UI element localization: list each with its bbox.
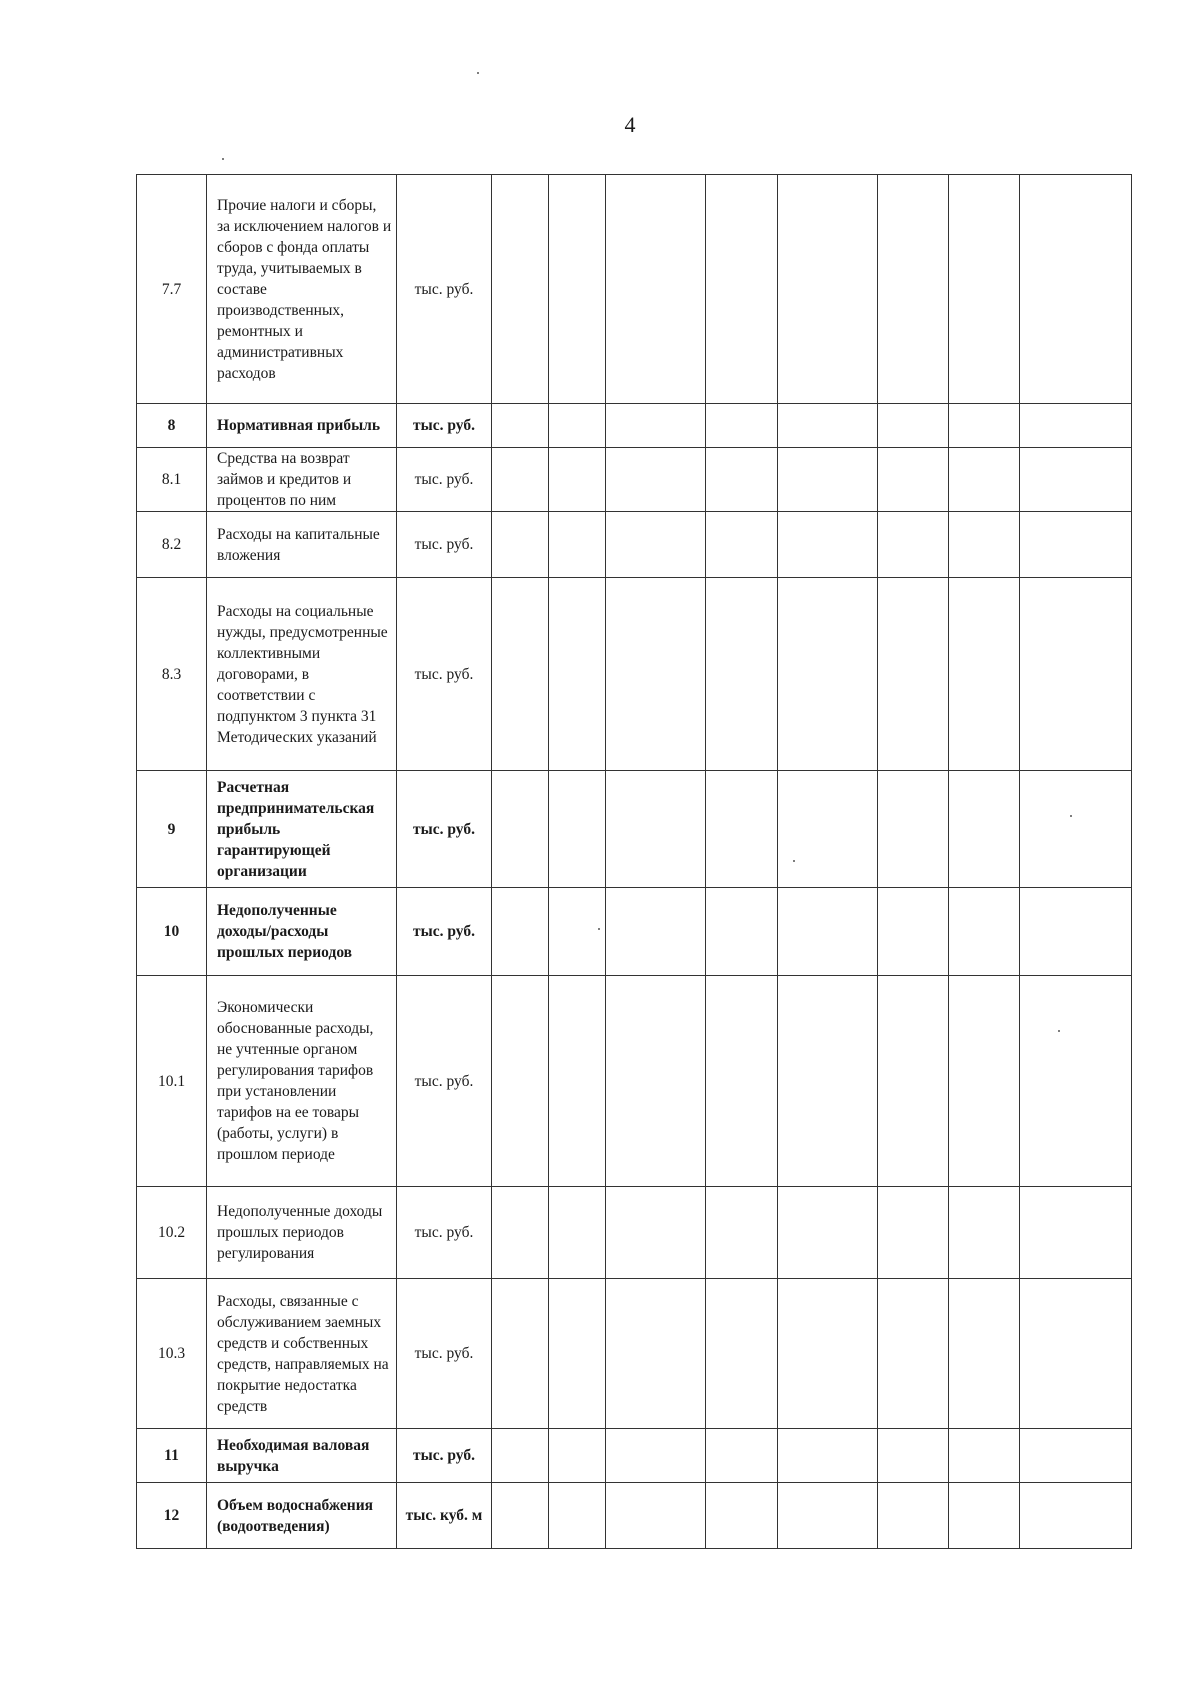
- row-number: 8: [137, 404, 207, 448]
- row-number: 12: [137, 1483, 207, 1549]
- row-unit: тыс. куб. м: [397, 1483, 492, 1549]
- scan-speck: [598, 928, 600, 930]
- value-cell: [878, 404, 949, 448]
- row-name: Расходы на капитальные вложения: [207, 512, 397, 578]
- row-unit: тыс. руб.: [397, 448, 492, 512]
- value-cell: [778, 1483, 878, 1549]
- value-cell: [1020, 175, 1132, 404]
- row-name: Экономически обоснованные расходы, не учтенные органом регулирования тарифов при установлении тарифов на ее товары (работы, услуги) в прошлом периоде: [207, 976, 397, 1187]
- value-cell: [949, 1483, 1020, 1549]
- page-number: 4: [624, 112, 636, 137]
- value-cell: [1020, 1483, 1132, 1549]
- value-cell: [778, 404, 878, 448]
- value-cell: [549, 175, 606, 404]
- value-cell: [549, 512, 606, 578]
- value-cell: [549, 1279, 606, 1429]
- value-cell: [878, 1429, 949, 1483]
- scan-speck: [222, 158, 224, 160]
- row-name: Расходы, связанные с обслуживанием заемных средств и собственных средств, направляемых на покрытие недостатка средств: [207, 1279, 397, 1429]
- scan-speck: [1070, 815, 1072, 817]
- value-cell: [1020, 448, 1132, 512]
- table-row: [137, 1187, 1132, 1279]
- table-row: [137, 771, 1132, 888]
- value-cell: [878, 175, 949, 404]
- value-cell: [1020, 512, 1132, 578]
- scan-speck: [1058, 1030, 1060, 1032]
- value-cell: [878, 448, 949, 512]
- value-cell: [606, 1279, 706, 1429]
- row-number: 8.2: [137, 512, 207, 578]
- value-cell: [549, 448, 606, 512]
- value-cell: [549, 771, 606, 888]
- value-cell: [949, 1187, 1020, 1279]
- value-cell: [606, 1483, 706, 1549]
- value-cell: [778, 771, 878, 888]
- value-cell: [1020, 1279, 1132, 1429]
- value-cell: [878, 512, 949, 578]
- value-cell: [949, 512, 1020, 578]
- value-cell: [706, 404, 778, 448]
- table-row: [137, 1429, 1132, 1483]
- table-row: [137, 976, 1132, 1187]
- value-cell: [778, 1279, 878, 1429]
- value-cell: [878, 578, 949, 771]
- value-cell: [549, 404, 606, 448]
- value-cell: [492, 512, 549, 578]
- value-cell: [878, 976, 949, 1187]
- row-unit: тыс. руб.: [397, 976, 492, 1187]
- value-cell: [492, 888, 549, 976]
- row-number: 11: [137, 1429, 207, 1483]
- value-cell: [778, 175, 878, 404]
- value-cell: [778, 1429, 878, 1483]
- row-number: 10.2: [137, 1187, 207, 1279]
- value-cell: [549, 888, 606, 976]
- value-cell: [606, 512, 706, 578]
- value-cell: [706, 1187, 778, 1279]
- row-unit: тыс. руб.: [397, 1187, 492, 1279]
- row-unit: тыс. руб.: [397, 404, 492, 448]
- value-cell: [949, 1279, 1020, 1429]
- row-number: 8.3: [137, 578, 207, 771]
- value-cell: [706, 888, 778, 976]
- value-cell: [949, 888, 1020, 976]
- row-name: Расходы на социальные нужды, предусмотренные коллективными договорами, в соответствии с подпунктом 3 пункта 31 Методических указаний: [207, 578, 397, 771]
- value-cell: [878, 1187, 949, 1279]
- row-unit: тыс. руб.: [397, 1279, 492, 1429]
- value-cell: [1020, 888, 1132, 976]
- value-cell: [878, 1483, 949, 1549]
- table-row: [137, 448, 1132, 512]
- value-cell: [778, 1187, 878, 1279]
- value-cell: [1020, 1429, 1132, 1483]
- value-cell: [492, 1279, 549, 1429]
- value-cell: [492, 404, 549, 448]
- row-number: 10.3: [137, 1279, 207, 1429]
- row-name: Расчетная предпринимательская прибыль гарантирующей организации: [207, 771, 397, 888]
- scan-speck: [793, 860, 795, 862]
- value-cell: [492, 175, 549, 404]
- value-cell: [706, 771, 778, 888]
- value-cell: [706, 1429, 778, 1483]
- value-cell: [492, 1429, 549, 1483]
- value-cell: [549, 976, 606, 1187]
- value-cell: [706, 1483, 778, 1549]
- value-cell: [706, 1279, 778, 1429]
- value-cell: [878, 888, 949, 976]
- value-cell: [549, 1483, 606, 1549]
- value-cell: [778, 578, 878, 771]
- value-cell: [878, 1279, 949, 1429]
- table-row: [137, 1483, 1132, 1549]
- value-cell: [1020, 578, 1132, 771]
- value-cell: [706, 512, 778, 578]
- tariff-table: [136, 174, 1132, 1549]
- value-cell: [1020, 771, 1132, 888]
- row-unit: тыс. руб.: [397, 888, 492, 976]
- table-row: [137, 404, 1132, 448]
- table-row: [137, 578, 1132, 771]
- value-cell: [606, 1187, 706, 1279]
- value-cell: [492, 771, 549, 888]
- value-cell: [606, 175, 706, 404]
- value-cell: [492, 578, 549, 771]
- value-cell: [1020, 976, 1132, 1187]
- row-number: 10.1: [137, 976, 207, 1187]
- row-unit: тыс. руб.: [397, 771, 492, 888]
- value-cell: [706, 175, 778, 404]
- row-unit: тыс. руб.: [397, 1429, 492, 1483]
- value-cell: [606, 888, 706, 976]
- table-row: [137, 175, 1132, 404]
- value-cell: [949, 404, 1020, 448]
- row-name: Недополученные доходы/расходы прошлых периодов: [207, 888, 397, 976]
- value-cell: [606, 771, 706, 888]
- value-cell: [606, 578, 706, 771]
- value-cell: [949, 1429, 1020, 1483]
- value-cell: [778, 512, 878, 578]
- value-cell: [492, 976, 549, 1187]
- row-name: Средства на возврат займов и кредитов и процентов по ним: [207, 448, 397, 512]
- value-cell: [606, 448, 706, 512]
- value-cell: [949, 976, 1020, 1187]
- row-number: 8.1: [137, 448, 207, 512]
- row-name: Необходимая валовая выручка: [207, 1429, 397, 1483]
- value-cell: [949, 578, 1020, 771]
- table-row: [137, 1279, 1132, 1429]
- value-cell: [1020, 1187, 1132, 1279]
- value-cell: [606, 976, 706, 1187]
- value-cell: [778, 888, 878, 976]
- value-cell: [949, 175, 1020, 404]
- value-cell: [492, 1483, 549, 1549]
- row-name: Недополученные доходы прошлых периодов регулирования: [207, 1187, 397, 1279]
- row-number: 9: [137, 771, 207, 888]
- scan-speck: [477, 72, 479, 74]
- value-cell: [778, 976, 878, 1187]
- row-unit: тыс. руб.: [397, 175, 492, 404]
- value-cell: [878, 771, 949, 888]
- value-cell: [949, 771, 1020, 888]
- value-cell: [549, 578, 606, 771]
- table-row: [137, 512, 1132, 578]
- value-cell: [549, 1187, 606, 1279]
- value-cell: [606, 404, 706, 448]
- value-cell: [706, 578, 778, 771]
- row-number: 10: [137, 888, 207, 976]
- value-cell: [949, 448, 1020, 512]
- value-cell: [1020, 404, 1132, 448]
- value-cell: [492, 448, 549, 512]
- row-name: Нормативная прибыль: [207, 404, 397, 448]
- value-cell: [606, 1429, 706, 1483]
- row-number: 7.7: [137, 175, 207, 404]
- row-name: Прочие налоги и сборы, за исключением налогов и сборов с фонда оплаты труда, учитываемых в составе производственных, ремонтных и административных расходов: [207, 175, 397, 404]
- row-unit: тыс. руб.: [397, 578, 492, 771]
- value-cell: [492, 1187, 549, 1279]
- value-cell: [549, 1429, 606, 1483]
- row-unit: тыс. руб.: [397, 512, 492, 578]
- table-row: [137, 888, 1132, 976]
- value-cell: [706, 448, 778, 512]
- value-cell: [778, 448, 878, 512]
- row-name: Объем водоснабжения (водоотведения): [207, 1483, 397, 1549]
- value-cell: [706, 976, 778, 1187]
